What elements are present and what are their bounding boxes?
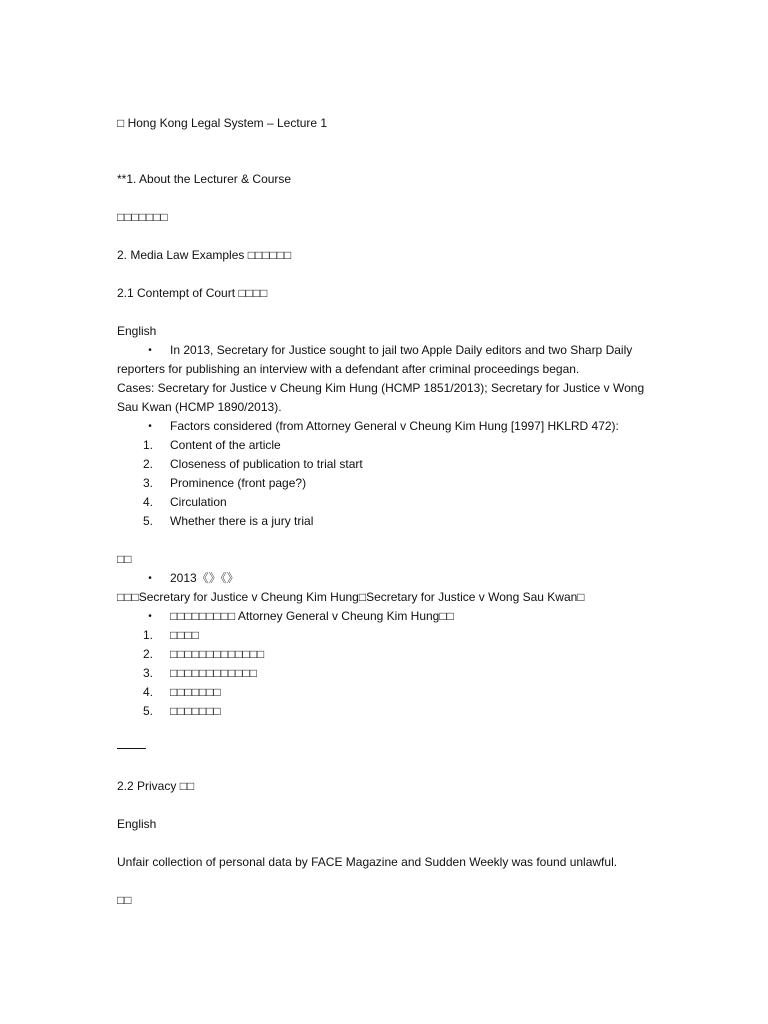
bullet-marker: • <box>148 345 152 356</box>
privacy-paragraph: Unfair collection of personal data by FACE Magazine and Sudden Weekly was found unlawful. <box>117 855 618 869</box>
item-number: 5. <box>143 514 154 528</box>
item-text: □□□□ <box>170 628 199 642</box>
item-text: Prominence (front page?) <box>170 476 307 490</box>
cases-text: Cases: Secretary for Justice v Cheung Kim Hung (HCMP 1851/2013); Secretary for Justice v Wong <box>117 381 645 395</box>
item-text: Content of the article <box>170 438 281 452</box>
item-number: 3. <box>143 666 154 680</box>
bullet-marker: • <box>148 421 152 432</box>
bullet-text: Factors considered (from Attorney General v Cheung Kim Hung [1997] HKLRD 472): <box>170 419 619 433</box>
section-2-1-heading: 2.1 Contempt of Court □□□□ <box>117 286 268 300</box>
bullet-marker: • <box>148 611 152 622</box>
item-text: □□□□□□□ <box>170 685 221 699</box>
item-number: 1. <box>143 438 154 452</box>
item-number: 5. <box>143 704 154 718</box>
chinese-label: □□ <box>117 893 132 907</box>
item-text: □□□□□□□□□□□□ <box>170 666 257 680</box>
item-text: □□□□□□□□□□□□□ <box>170 647 265 661</box>
section-1-chinese: □□□□□□□ <box>117 210 168 224</box>
english-label: English <box>117 817 157 831</box>
item-number: 3. <box>143 476 154 490</box>
item-text: Circulation <box>170 495 227 509</box>
cases-text: □□□Secretary for Justice v Cheung Kim Hung□Secretary for Justice v Wong Sau Kwan□ <box>117 590 585 604</box>
item-number: 2. <box>143 647 154 661</box>
bullet-marker: • <box>148 573 152 584</box>
item-text: Whether there is a jury trial <box>170 514 314 528</box>
chinese-label: □□ <box>117 552 132 566</box>
bullet-text: □□□□□□□□□ Attorney General v Cheung Kim Hung□□ <box>170 609 454 623</box>
document-title: □ Hong Kong Legal System – Lecture 1 <box>117 116 328 130</box>
item-number: 4. <box>143 495 154 509</box>
bullet-text: In 2013, Secretary for Justice sought to jail two Apple Daily editors and two Sharp Daily <box>170 343 633 357</box>
item-text: Closeness of publication to trial start <box>170 457 363 471</box>
section-2-heading: 2. Media Law Examples □□□□□□ <box>117 248 292 262</box>
section-2-2-heading: 2.2 Privacy □□ <box>117 779 195 793</box>
english-label: English <box>117 324 157 338</box>
horizontal-divider <box>117 748 146 749</box>
bullet-text: 2013《》《》 <box>170 571 239 585</box>
item-number: 4. <box>143 685 154 699</box>
section-1-heading: **1. About the Lecturer & Course <box>117 172 292 186</box>
item-text: □□□□□□□ <box>170 704 221 718</box>
bullet-text-continuation: reporters for publishing an interview with a defendant after criminal proceedings began. <box>117 362 580 376</box>
item-number: 1. <box>143 628 154 642</box>
item-number: 2. <box>143 457 154 471</box>
cases-text-continuation: Sau Kwan (HCMP 1890/2013). <box>117 400 282 414</box>
